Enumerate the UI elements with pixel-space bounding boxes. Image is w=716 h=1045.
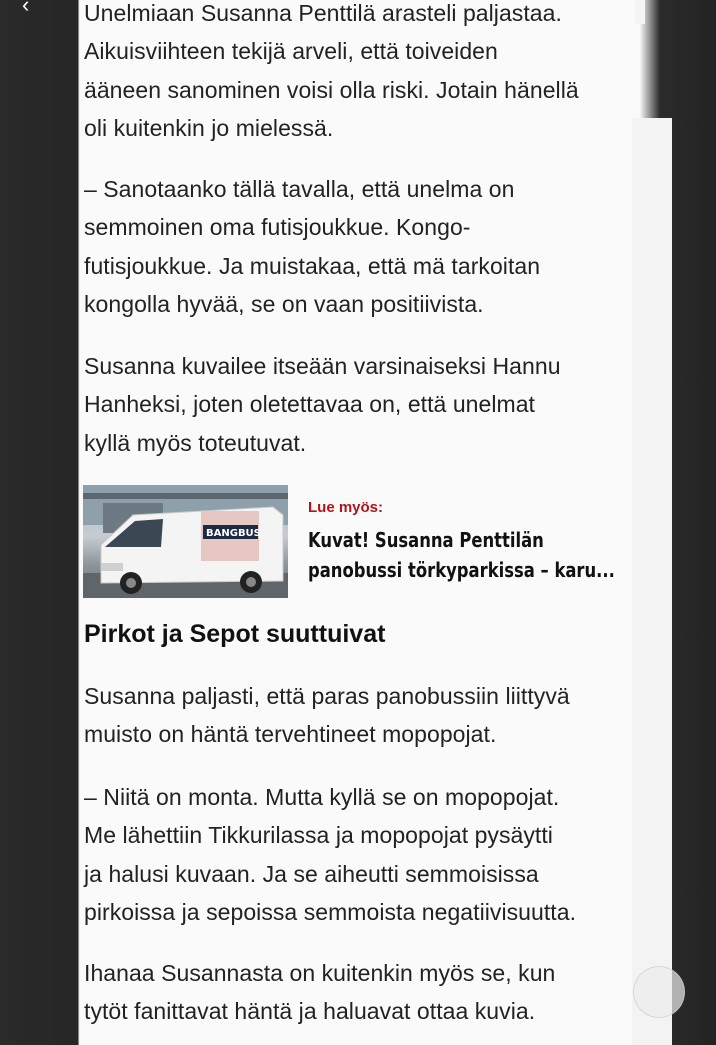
related-article-card[interactable] [83,485,633,599]
paragraph: Susanna paljasti, että paras panobussiin liittyvä muisto on häntä tervehtineet mopopojat. [84,683,570,748]
paragraph: – Sanotaanko tällä tavalla, että unelma on semmoinen oma futisjoukkue. Kongo- futisjoukkue. Ja muistakaa, että mä tarkoitan kongolla hyvää, se on vaan positiivista. [84,176,541,317]
chevron-left-icon[interactable]: ‹ [22,0,30,17]
floating-action-button[interactable] [633,966,685,1018]
paragraph: Unelmiaan Susanna Penttilä arasteli paljastaa. Aikuisviihteen tekijä arveli, että toiveiden ääneen sanominen voisi olla riski. Jotain hänellä oli kuitenkin jo mielessä. [84,0,579,141]
related-article-title[interactable]: Kuvat! Susanna Penttilän panobussi törkyparkissa – karu... [308,528,615,582]
paragraph: Ihanaa Susannasta on kuitenkin myös se, kun tytöt fanittavat häntä ja haluavat ottaa kuvia. [84,960,556,1025]
thumb-logo-text: BANGBUS [206,528,261,539]
van-image [83,485,288,598]
related-article-thumbnail[interactable] [83,485,288,598]
related-kicker: Lue myös: [308,499,384,516]
paragraph: – Niitä on monta. Mutta kyllä se on mopopojat. Me lähettiin Tikkurilassa ja mopopojat pysäytti ja halusi kuvaan. Ja se aiheutti semmoisissa pirkoissa ja sepoissa semmoista negatiivisuutta. [84,784,577,925]
section-subheading: Pirkot ja Sepot suuttuivat [84,620,386,648]
paragraph: Susanna kuvailee itseään varsinaiseksi Hannu Hanheksi, joten oletettavaa on, että unelmat kyllä myös toteutuvat. [84,353,561,456]
